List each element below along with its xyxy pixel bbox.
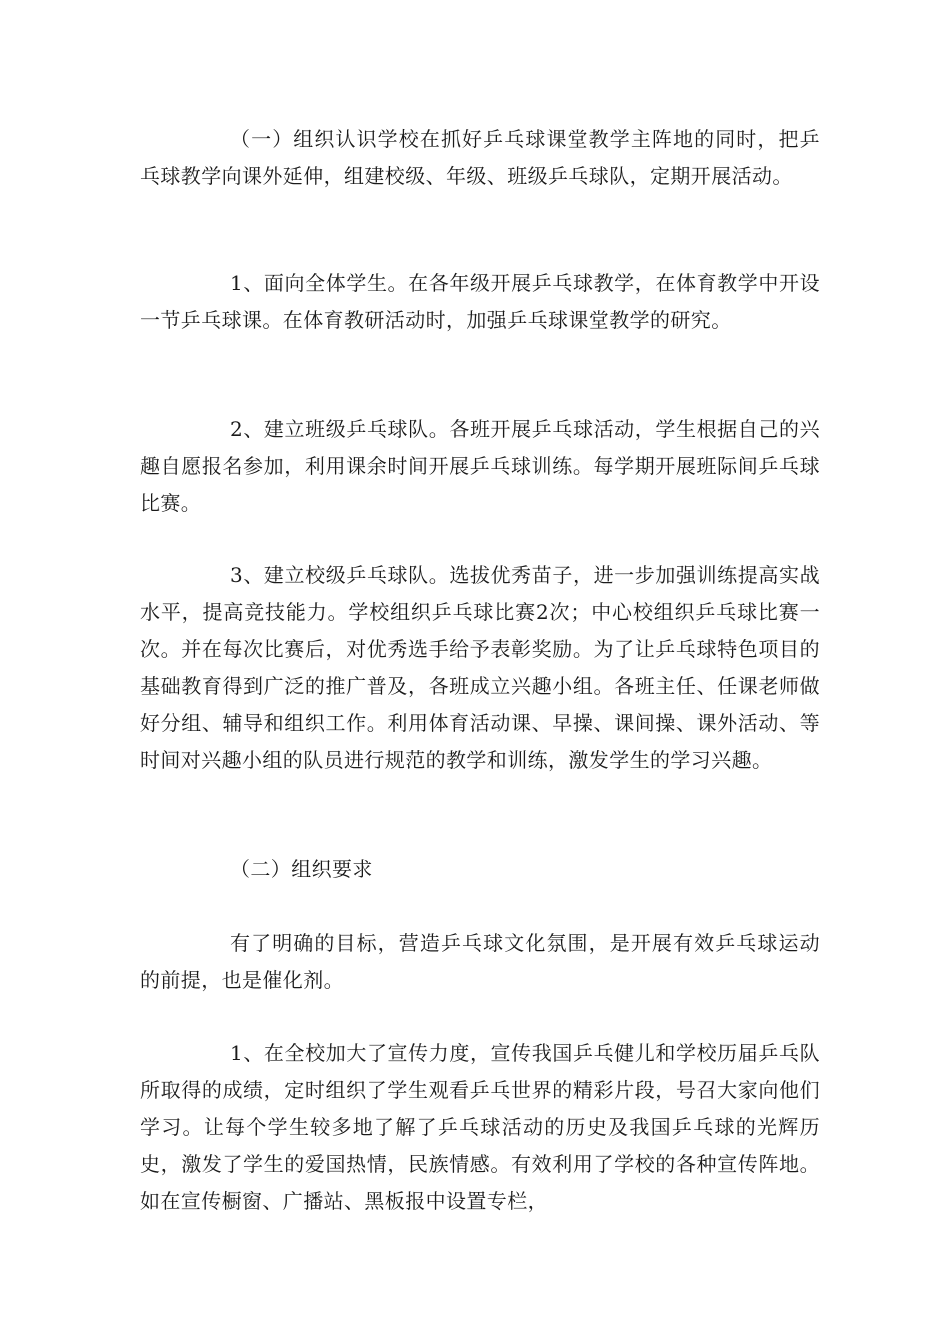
paragraph-item-3-school-team: 3、建立校级乒乓球队。选拔优秀苗子，进一步加强训练提高实战水平，提高竞技能力。学校组织乒乓球比赛2次；中心校组织乒乓球比赛一次。并在每次比赛后，对优秀选手给予表彰奖励。为了让乒乓球特色项目的基础教育得到广泛的推广普及，各班成立兴趣小组。各班主任、任课老师做好分组、辅导和组织工作。利用体育活动课、早操、课间操、课外活动、等时间对兴趣小组的队员进行规范的教学和训练，激发学生的学习兴趣。 [140,563,820,772]
paragraph-item-2-class-team: 2、建立班级乒乓球队。各班开展乒乓球活动，学生根据自己的兴趣自愿报名参加，利用课余时间开展乒乓球训练。每学期开展班际间乒乓球比赛。 [140,417,820,515]
paragraph-organization-intro: （一）组织认识学校在抓好乒乓球课堂教学主阵地的同时，把乒乓球教学向课外延伸，组建校级、年级、班级乒乓球队，定期开展活动。 [140,127,820,188]
section-heading-requirements: （二）组织要求 [230,857,373,881]
paragraph-item-1-publicity: 1、在全校加大了宣传力度，宣传我国乒乓健儿和学校历届乒乓队所取得的成绩，定时组织了学生观看乒乓世界的精彩片段，号召大家向他们学习。让每个学生较多地了解了乒乓球活动的历史及我国乒乓球的光辉历史，激发了学生的爱国热情，民族情感。有效利用了学校的各种宣传阵地。如在宣传橱窗、广播站、黑板报中设置专栏， [140,1041,820,1213]
paragraph-goal-atmosphere: 有了明确的目标，营造乒乓球文化氛围，是开展有效乒乓球运动的前提，也是催化剂。 [140,931,820,992]
paragraph-item-1-all-students: 1、面向全体学生。在各年级开展乒乓球教学，在体育教学中开设一节乒乓球课。在体育教研活动时，加强乒乓球课堂教学的研究。 [140,271,820,332]
